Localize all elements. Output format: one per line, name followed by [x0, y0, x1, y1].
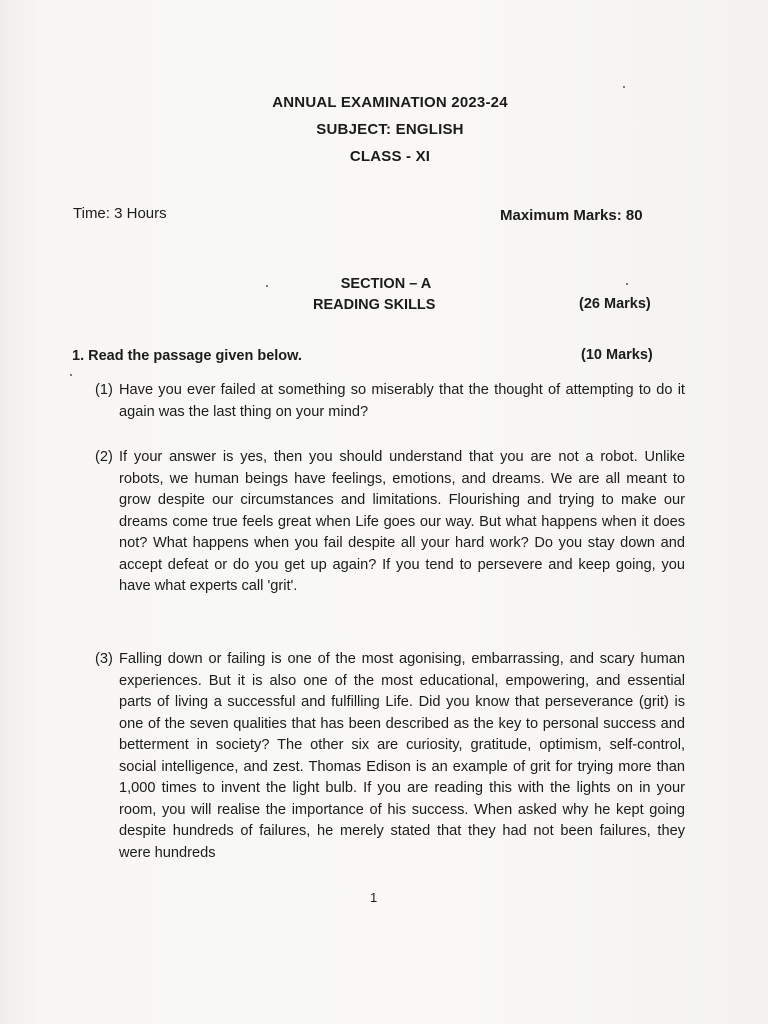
paragraph-text: Have you ever failed at something so miserably that the thought of attempting to do it again was the last thing on your mind?	[119, 382, 685, 420]
question-marks: (10 Marks)	[581, 347, 653, 363]
passage-paragraph	[95, 649, 695, 864]
scan-speck	[70, 374, 72, 376]
paragraph-text: If your answer is yes, then you should understand that you are not a robot. Unlike robots, we human beings have feelings, emotions, and dreams. We are all meant to grow despite our circumstances and limitations. Flourishing and trying to make our dreams come true feels great when Life goes our way. But what happens when it does not? What happens when you fail despite all your hard work? Do you stay down and accept defeat or do you get up again? If you tend to persevere and keep going, you have what experts call 'grit'.	[119, 449, 685, 594]
scan-speck	[623, 86, 625, 88]
exam-title: ANNUAL EXAMINATION 2023-24	[272, 94, 508, 111]
section-marks: (26 Marks)	[579, 296, 651, 312]
section-name: READING SKILLS	[313, 297, 436, 313]
paragraph-number: (2)	[95, 449, 113, 465]
subject-heading: SUBJECT: ENGLISH	[316, 121, 464, 138]
question-prompt: 1. Read the passage given below.	[72, 348, 302, 364]
scan-speck	[626, 283, 628, 285]
passage-paragraph	[95, 447, 695, 598]
section-title: SECTION – A	[340, 276, 432, 292]
page-number: 1	[370, 890, 378, 905]
paragraph-number: (1)	[95, 382, 113, 398]
maximum-marks: Maximum Marks: 80	[500, 207, 643, 224]
time-allowed: Time: 3 Hours	[73, 205, 167, 222]
scan-speck	[266, 285, 268, 287]
passage-paragraph	[95, 380, 695, 423]
paragraph-text: Falling down or failing is one of the most agonising, embarrassing, and scary human experiences. But it is also one of the most educational, empowering, and essential parts of living a successful and fulfilling Life. Did you know that perseverance (grit) is one of the seven qualities that has been described as the key to personal success and betterment in society? The other six are curiosity, gratitude, optimism, self-control, social intelligence, and zest. Thomas Edison is an example of grit for trying more than 1,000 times to invent the light bulb. If you are reading this with the lights on in your room, you will realise the importance of his success. When asked why he kept going despite hundreds of failures, he merely stated that they had not been failures, they were hundreds	[119, 651, 685, 861]
class-heading: CLASS - XI	[349, 148, 431, 165]
paragraph-number: (3)	[95, 651, 113, 667]
